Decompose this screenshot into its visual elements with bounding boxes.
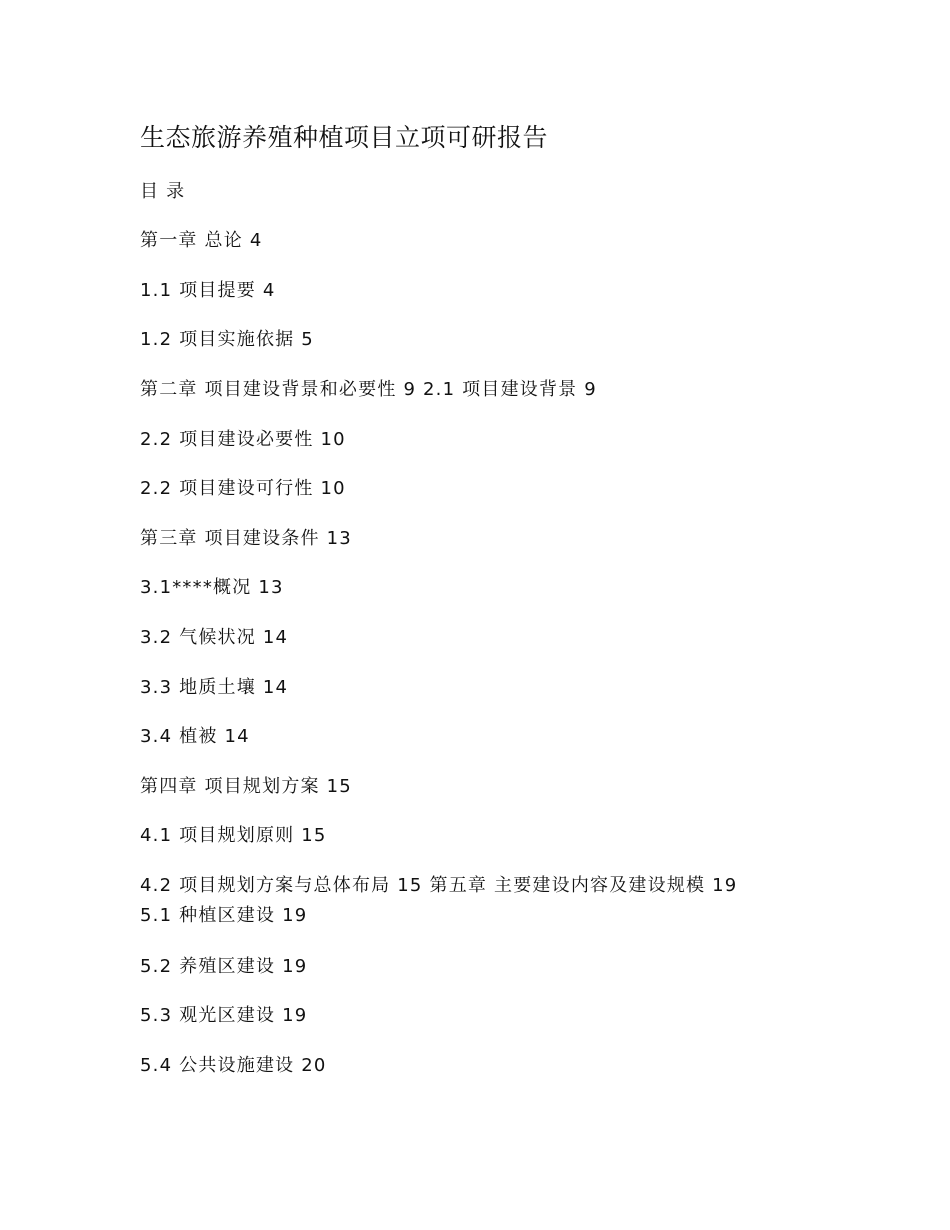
toc-entry: 3.1****概况 13 [140, 577, 284, 598]
toc-entry: 3.3 地质土壤 14 [140, 677, 289, 698]
toc-entry: 第二章 项目建设背景和必要性 9 2.1 项目建设背景 9 [140, 379, 597, 400]
toc-entry: 4.2 项目规划方案与总体布局 15 第五章 主要建设内容及建设规模 19 [140, 875, 738, 896]
toc-entry: 第四章 项目规划方案 15 [140, 776, 352, 797]
toc-entry: 5.1 种植区建设 19 [140, 905, 308, 926]
toc-entry: 4.1 项目规划原则 15 [140, 825, 327, 846]
toc-entry: 5.4 公共设施建设 20 [140, 1055, 327, 1076]
toc-entry: 5.2 养殖区建设 19 [140, 956, 308, 977]
toc-heading: 目 录 [140, 181, 186, 202]
toc-entry: 1.2 项目实施依据 5 [140, 329, 314, 350]
toc-entry: 2.2 项目建设可行性 10 [140, 478, 346, 499]
toc-entry: 2.2 项目建设必要性 10 [140, 429, 346, 450]
toc-entry: 第三章 项目建设条件 13 [140, 528, 352, 549]
toc-entry: 3.4 植被 14 [140, 726, 250, 747]
document-title: 生态旅游养殖种植项目立项可研报告 [140, 123, 549, 152]
toc-entry: 5.3 观光区建设 19 [140, 1005, 308, 1026]
toc-entry: 1.1 项目提要 4 [140, 280, 276, 301]
toc-entry: 第一章 总论 4 [140, 230, 263, 251]
toc-entry: 3.2 气候状况 14 [140, 627, 289, 648]
